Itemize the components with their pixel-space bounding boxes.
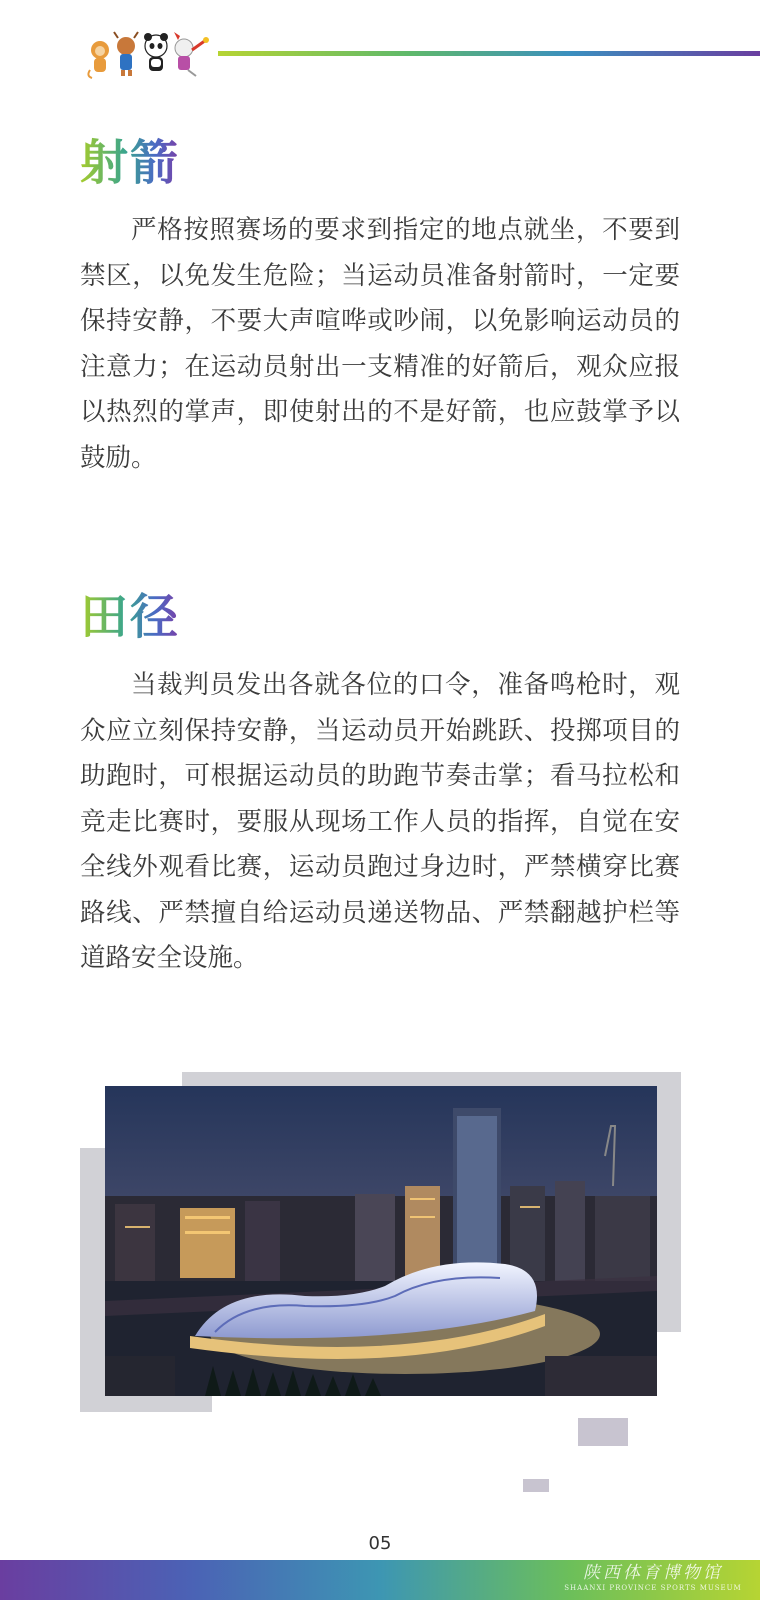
decorative-block — [578, 1418, 628, 1446]
decorative-block — [523, 1479, 549, 1492]
section-body-archery: 严格按照赛场的要求到指定的地点就坐，不要到禁区，以免发生危险；当运动员准备射箭时，一定要保持安静，不要大声喧哗或吵闹，以免影响运动员的注意力；在运动员射出一支精准的好箭后，观众应报以热烈的掌声，即使射出的不是好箭，也应鼓掌予以鼓励。 — [80, 215, 680, 473]
stadium-night-photo — [105, 1086, 657, 1396]
page-number: 05 — [368, 1533, 392, 1554]
museum-logo-english: SHAANXI PROVINCE SPORTS MUSEUM — [564, 1584, 742, 1592]
section-title-archery: 射箭 — [80, 124, 180, 193]
mascot-group-icon — [84, 26, 214, 80]
header-gradient-rule — [218, 51, 760, 56]
museum-logo-chinese: 陕西体育博物馆 — [583, 1563, 723, 1583]
museum-logo — [560, 1563, 746, 1597]
section-body-track-and-field: 当裁判员发出各就各位的口令，准备鸣枪时，观众应立刻保持安静，当运动员开始跳跃、投掷项目的助跑时，可根据运动员的助跑节奏击掌；看马拉松和竞走比赛时，要服从现场工作人员的指挥，自觉在安全线外观看比赛，运动员跑过身边时，严禁横穿比赛路线、严禁擅自给运动员递送物品、严禁翻越护栏等道路安全设施。 — [80, 670, 680, 973]
section-title-track-and-field: 田径 — [80, 578, 180, 647]
footer-gradient-bar — [0, 1560, 760, 1600]
